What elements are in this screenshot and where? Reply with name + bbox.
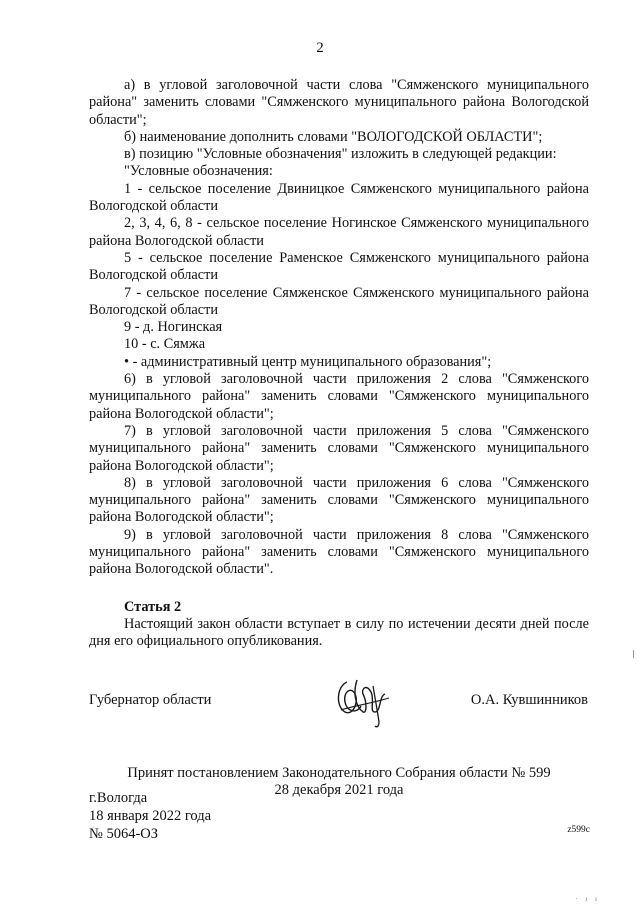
legend-item-2: 2, 3, 4, 6, 8 - сельское поселение Ногинское Сямженского муниципального района Вологодской области <box>89 215 589 249</box>
legend-item-center: • - административный центр муниципального образования"; <box>124 353 492 370</box>
paragraph-v: в) позицию "Условные обозначения" изложить в следующей редакции: <box>124 146 557 163</box>
legend-item-10: 10 - с. Сямжа <box>124 336 206 353</box>
law-date: 18 января 2022 года <box>89 808 212 824</box>
document-body <box>89 77 589 651</box>
article-heading: Статья 2 <box>124 598 182 615</box>
legend-item-5: 5 - сельское поселение Раменское Сямженского муниципального района Вологодской области <box>89 249 589 284</box>
paragraph-a: а) в угловой заголовочной части слова "Сямженского муниципального района" заменить словами "Сямженского муниципального района Вологодской области"; <box>89 77 589 128</box>
paragraph-b: б) наименование дополнить словами "ВОЛОГОДСКОЙ ОБЛАСТИ"; <box>124 128 543 145</box>
paragraph-6: 6) в угловой заголовочной части приложения 2 слова "Сямженского муниципального района" заменить словами "Сямженского муниципального района Вологодской области"; <box>89 371 589 422</box>
city: г.Вологда <box>89 790 148 806</box>
signature-image <box>333 672 393 730</box>
law-meta <box>89 789 211 843</box>
paragraph-9: 9) в угловой заголовочной части приложения 8 слова "Сямженского муниципального района" заменить словами "Сямженского муниципального района Вологодской области". <box>89 526 589 578</box>
legend-item-1: 1 - сельское поселение Двиницкое Сямженского муниципального района Вологодской области <box>89 180 589 215</box>
adoption-date: 28 декабря 2021 года <box>274 782 404 798</box>
scan-marks: · ı ı <box>575 895 600 903</box>
scan-tick <box>633 650 634 658</box>
paragraph-7: 7) в угловой заголовочной части приложения 5 слова "Сямженского муниципального района" заменить словами "Сямженского муниципального района Вологодской области"; <box>89 422 589 474</box>
legend-item-9: 9 - д. Ногинская <box>124 319 223 336</box>
legend-item-7: 7 - сельское поселение Сямженское Сямженского муниципального района Вологодской области <box>89 284 589 318</box>
governor-name: О.А. Кувшинников <box>470 692 588 708</box>
article-text: Настоящий закон области вступает в силу по истечении десяти дней после дня его официального опубликования. <box>89 615 589 650</box>
law-number: № 5064-ОЗ <box>89 826 159 842</box>
paragraph-8: 8) в угловой заголовочной части приложения 6 слова "Сямженского муниципального района" заменить словами "Сямженского муниципального района Вологодской области"; <box>89 474 589 526</box>
governor-title: Губернатор области <box>89 692 212 708</box>
adoption-line: Принят постановлением Законодательного Собрания области № 599 <box>127 765 551 781</box>
page-number: 2 <box>316 40 324 56</box>
document-code: z599c <box>567 825 590 835</box>
legend-heading: "Условные обозначения: <box>124 163 273 180</box>
